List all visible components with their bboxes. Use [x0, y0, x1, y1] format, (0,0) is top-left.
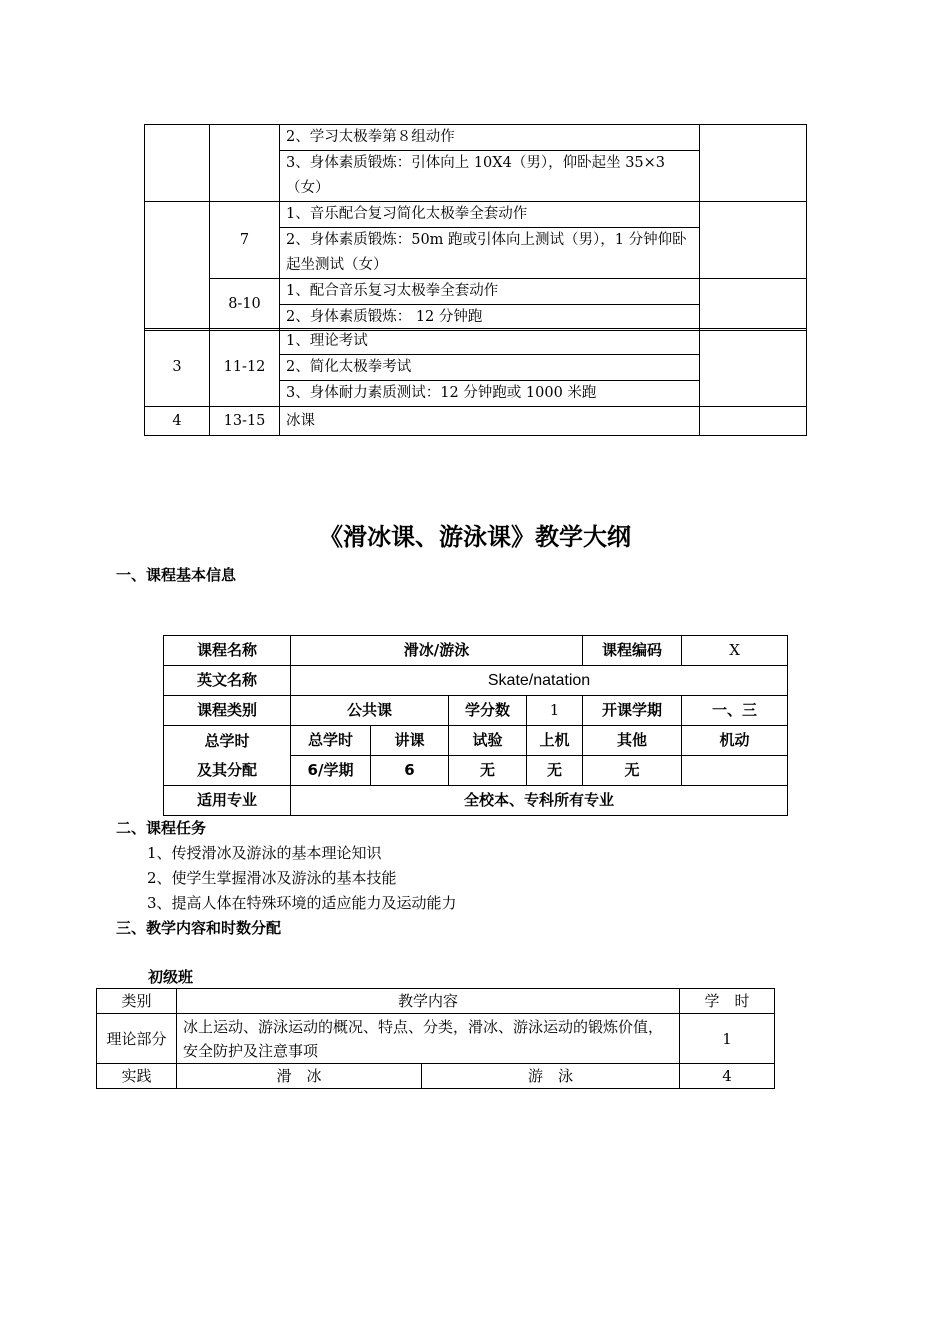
- week-cell: [210, 125, 280, 202]
- lab-hours: 无: [449, 756, 527, 786]
- total-hours: 6/学期: [291, 756, 371, 786]
- credits: 1: [527, 696, 583, 726]
- table-row: 1、理论考试: [280, 329, 700, 355]
- lab-label: 试验: [449, 726, 527, 756]
- note-cell: [700, 125, 807, 202]
- stage-cell: [145, 125, 210, 202]
- other-label: 其他: [583, 726, 682, 756]
- major-label: 适用专业: [164, 786, 291, 816]
- course-name: 滑冰/游泳: [291, 636, 583, 666]
- level-label: 初级班: [148, 968, 194, 986]
- table-row: 2、身体素质锻炼：50m 跑或引体向上测试（男），1 分钟仰卧起坐测试（女）: [280, 228, 700, 279]
- header-hours: 学 时: [680, 989, 775, 1014]
- page-title: 《滑冰课、游泳课》教学大纲: [319, 523, 631, 551]
- week-cell: 11-12: [210, 329, 280, 407]
- course-name-label: 课程名称: [164, 636, 291, 666]
- table-row: 冰课: [280, 407, 700, 436]
- schedule-table: [144, 124, 807, 331]
- major: 全校本、专科所有专业: [291, 786, 788, 816]
- stage-cell: 4: [145, 407, 210, 436]
- section-heading: 二、课程任务: [116, 819, 207, 837]
- lecture-hours: 6: [371, 756, 449, 786]
- computer-label: 上机: [527, 726, 583, 756]
- content-table: [96, 988, 775, 1089]
- header-content: 教学内容: [177, 989, 680, 1014]
- week-cell: 13-15: [210, 407, 280, 436]
- hours-label-line2: 及其分配: [196, 760, 257, 779]
- hours-label-line1: 总学时: [204, 731, 250, 750]
- flexible-hours: [682, 756, 788, 786]
- task-item: 1、传授滑冰及游泳的基本理论知识: [147, 844, 382, 862]
- task-item: 2、使学生掌握滑冰及游泳的基本技能: [147, 869, 397, 887]
- practice-label: 实践: [97, 1064, 177, 1089]
- note-cell: [700, 202, 807, 279]
- table-row: 2、身体素质锻炼： 12 分钟跑: [280, 305, 700, 331]
- week-cell: 7: [210, 202, 280, 279]
- theory-content: 冰上运动、游泳运动的概况、特点、分类，滑冰、游泳运动的锻炼价值，安全防护及注意事项: [177, 1014, 680, 1064]
- note-cell: [700, 329, 807, 407]
- semester: 一、三: [682, 696, 788, 726]
- theory-label: 理论部分: [97, 1014, 177, 1064]
- week-cell: 8-10: [210, 279, 280, 331]
- semester-label: 开课学期: [583, 696, 682, 726]
- computer-hours: 无: [527, 756, 583, 786]
- total-hours-label: 总学时: [291, 726, 371, 756]
- lecture-label: 讲课: [371, 726, 449, 756]
- table-row: 3、身体耐力素质测试：12 分钟跑或 1000 米跑: [280, 381, 700, 407]
- course-info-table: [163, 635, 788, 816]
- category: 公共课: [291, 696, 449, 726]
- schedule-table-lower: [144, 328, 807, 436]
- english-name: Skate/natation: [291, 666, 788, 696]
- theory-hours: 1: [680, 1014, 775, 1064]
- course-code: X: [682, 636, 788, 666]
- table-row: 1、配合音乐复习太极拳全套动作: [280, 279, 700, 305]
- category-label: 课程类别: [164, 696, 291, 726]
- stage-cell: [145, 202, 210, 331]
- header-category: 类别: [97, 989, 177, 1014]
- table-row: 3、身体素质锻炼：引体向上 10X4（男），仰卧起坐 35×3（女）: [280, 151, 700, 202]
- credits-label: 学分数: [449, 696, 527, 726]
- table-row: 1、音乐配合复习简化太极拳全套动作: [280, 202, 700, 228]
- english-name-label: 英文名称: [164, 666, 291, 696]
- section-heading: 三、教学内容和时数分配: [116, 919, 282, 937]
- table-row: 2、简化太极拳考试: [280, 355, 700, 381]
- section-heading: 一、课程基本信息: [116, 566, 237, 584]
- course-code-label: 课程编码: [583, 636, 682, 666]
- practice-hours: 4: [680, 1064, 775, 1089]
- swimming-cell: 游 泳: [422, 1064, 680, 1089]
- skating-cell: 滑 冰: [177, 1064, 422, 1089]
- note-cell: [700, 407, 807, 436]
- flexible-label: 机动: [682, 726, 788, 756]
- stage-cell: 3: [145, 329, 210, 407]
- table-row: 2、学习太极拳第８组动作: [280, 125, 700, 151]
- task-item: 3、提高人体在特殊环境的适应能力及运动能力: [147, 894, 457, 912]
- hours-label: [164, 726, 291, 786]
- note-cell: [700, 279, 807, 331]
- other-hours: 无: [583, 756, 682, 786]
